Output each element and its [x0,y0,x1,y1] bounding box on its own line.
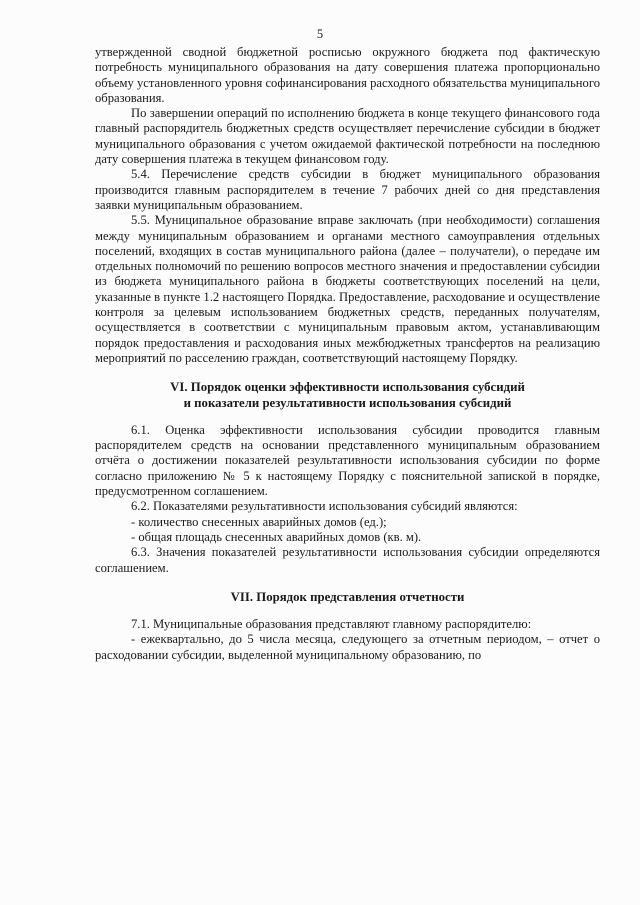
paragraph-year-end-transfer: По завершении операций по исполнению бюджета в конце текущего финансового года главный распорядитель бюджетных средств осуществляет перечисление субсидии в бюджет муниципального образования с учетом ожидаемой фактической потребности на последнюю дату совершения платежа в текущем финансовом году. [95,106,600,167]
section-6-heading-line-1: VI. Порядок оценки эффективности использования субсидий [170,380,525,395]
document-body [95,45,600,663]
list-item-demolished-area: - общая площадь снесенных аварийных домов (кв. м). [131,529,422,544]
paragraph-6-2: 6.2. Показателями результативности использования субсидий являются: [131,499,518,514]
paragraph-6-3: 6.3. Значения показателей результативности использования субсидии определяются соглашением. [95,545,600,575]
section-6-heading-line-2: и показатели результативности использования субсидий [183,395,512,410]
paragraph-5-4: 5.4. Перечисление средств субсидии в бюджет муниципального образования производится главным распорядителем в течение 7 рабочих дней со дня представления заявки муниципальным образованием. [95,167,600,212]
paragraph-7-1: 7.1. Муниципальные образования представляют главному распорядителю: [131,617,532,632]
section-7-heading: VII. Порядок представления отчетности [230,589,465,604]
list-item-demolished-count: - количество снесенных аварийных домов (ед.); [131,514,387,529]
paragraph-6-1: 6.1. Оценка эффективности использования субсидии проводится главным распорядителем средств на основании представленного муниципальным образованием отчёта о достижении показателей результативности использования субсидии по форме согласно приложению № 5 к настоящему Порядку с пояснительной запиской в порядке, предусмотренном соглашением. [95,422,600,499]
paragraph-budget-allocation: утвержденной сводной бюджетной росписью окружного бюджета под фактическую потребность муниципального образования на дату совершения платежа пропорционально объему установленного уровня софинансирования расходного обязательства муниципального образования. [95,45,600,105]
list-item-quarterly-report: - ежеквартально, до 5 числа месяца, следующего за отчетным периодом, – отчет о расходовании субсидии, выделенной муниципальному образованию, по [95,632,600,662]
paragraph-5-5: 5.5. Муниципальное образование вправе заключать (при необходимости) соглашения между муниципальным образованием и органами местного самоуправления отдельных поселений, входящих в состав муниципального района (далее – получатели), о передаче им отдельных полномочий по решению вопросов местного значения и предоставлении субсидии из бюджета муниципального района в бюджеты соответствующих поселений на цели, указанные в пункте 1.2 настоящего Порядка. Предоставление, расходование и осуществление контроля за целевым использованием бюджетных средств, переданных получателям, осуществляется в соответствии с муниципальным правовым актом, устанавливающим порядок предоставления и расходования иных межбюджетных трансфертов на реализацию мероприятий по расселению граждан, соответствующий настоящему Порядку. [95,213,600,365]
page-number: 5 [316,27,324,41]
